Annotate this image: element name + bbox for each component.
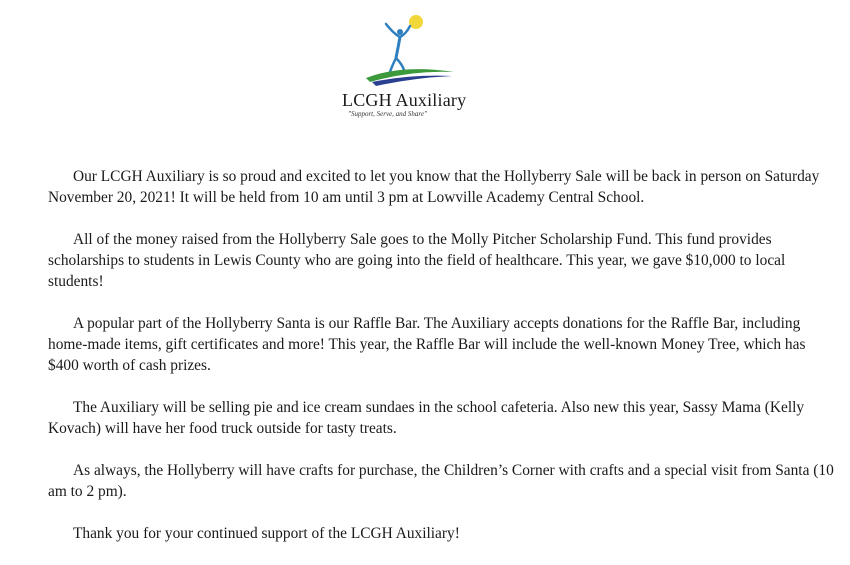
paragraph-food: The Auxiliary will be selling pie and ice cream sundaes in the school cafeteria. Also new this year, Sassy Mama (Kelly Kovach) will have her food truck outside for tasty treats. [48, 399, 805, 437]
logo-name: LCGH Auxiliary [342, 90, 467, 110]
logo-tagline: "Support, Serve, and Share" [348, 110, 427, 118]
paragraph-scholarship: All of the money raised from the Hollyberry Sale goes to the Molly Pitcher Scholarship Fund. This fund provides scholarships to students in Lewis County who are going into the field of healthcare. This year, we gave $10,000 to local students! [48, 231, 786, 290]
paragraph-announcement: Our LCGH Auxiliary is so proud and excited to let you know that the Hollyberry Sale will be back in person on Saturday November 20, 2021! It will be held from 10 am until 3 pm at Lowville Academy Central School. [48, 168, 820, 206]
letter-body [48, 166, 838, 565]
paragraph-thanks: Thank you for your continued support of the LCGH Auxiliary! [73, 525, 460, 542]
auxiliary-logo [342, 12, 482, 122]
paragraph-raffle: A popular part of the Hollyberry Santa is our Raffle Bar. The Auxiliary accepts donations for the Raffle Bar, including home-made items, gift certificates and more! This year, the Raffle Bar will include the well-known Money Tree, which has $400 worth of cash prizes. [48, 315, 806, 374]
paragraph-crafts: As always, the Hollyberry will have crafts for purchase, the Children’s Corner with crafts and a special visit from Santa (10 am to 2 pm). [48, 462, 834, 500]
person-reaching-sun-icon [362, 12, 462, 92]
